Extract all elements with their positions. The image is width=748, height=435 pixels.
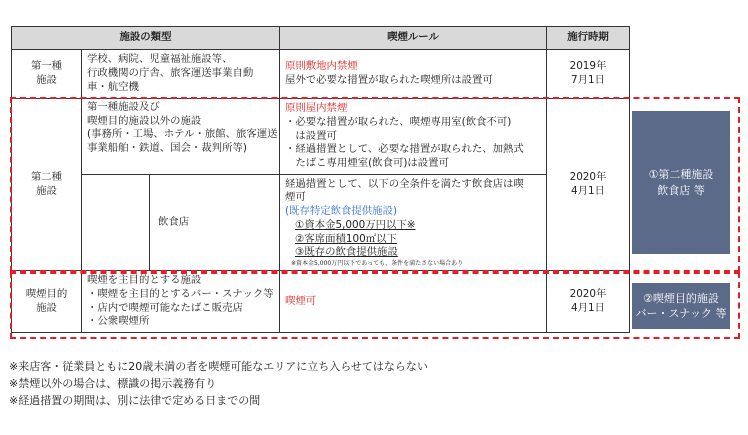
type1-label: 第一種 施設 [12,50,82,99]
row-smoking-purpose [12,271,630,333]
restaurant-category-box: ①第二種施設 飲食店 等 [632,111,730,254]
footnotes [9,358,428,409]
smoking-date: 2020年 4月1日 [547,271,630,333]
row-type2 [12,99,630,175]
footnote-3: ※経過措置の期間は、別に法律で定める日までの間 [9,394,261,408]
header-effective-date: 施行時期 [547,27,630,50]
type2-blank-cell [82,175,150,271]
type1-facilities: 学校、病院、児童福祉施設等、 行政機関の庁舎、旅客運送事業自動 車・航空機 [82,50,280,99]
smoking-label: 喫煙目的 施設 [12,271,82,333]
footnote-1: ※来店客・従業員ともに20歳未満の者を喫煙可能なエリアに立ち入らせてはならない [9,360,428,373]
footnote-2: ※禁煙以外の場合は、標識の掲示義務有り [9,377,217,391]
restaurant-rule: 経過措置として、以下の全条件を満たす飲食店は喫 煙可 (既存特定飲食提供施設) ①資本金5,000万円以下※ ②客席面積100㎡以下 ③既存の飲食提供施設 ※資本金5,000万円以下であっても、条件を満たさない場合あり [280,175,547,271]
smoking-bar-category-box: ②喫煙目的施設 バー・スナック 等 [632,283,730,329]
type2-label: 第二種 施設 [12,99,82,271]
type2-rule-title: 原則屋内禁煙 [285,102,348,115]
existing-facility-note: (既存特定飲食提供施設) [285,205,398,218]
type2-facilities: 第一種施設及び 喫煙目的施設以外の施設 (事務所・工場、ホテル・旅館、旅客運送 事業船舶・鉄道、国会・裁判所等) [82,99,280,175]
smoking-facilities: 喫煙を主目的とする施設 ・喫煙を主目的とするバー・スナック等 ・店内で喫煙可能なたばこ販売店 ・公衆喫煙所 [82,271,280,333]
type2-rule: 原則屋内禁煙 ・必要な措置が取られた、喫煙専用室(飲食不可) は設置可 ・経過措置として、必要な措置が取られた、加熱式 たばこ専用煙室(飲食可)は設置可 [280,99,547,175]
type1-date: 2019年 7月1日 [547,50,630,99]
condition-list: ①資本金5,000万円以下※ ②客席面積100㎡以下 ③既存の飲食提供施設 [295,218,416,259]
smoking-rule-title: 喫煙可 [280,271,547,333]
header-facility-type: 施設の類型 [12,27,280,50]
type1-rule-title: 原則敷地内禁煙 [285,60,358,73]
smoking-rules-table [11,26,630,333]
type1-rule: 原則敷地内禁煙 屋外で必要な措置が取られた喫煙所は設置可 [280,50,547,99]
header-smoking-rule: 喫煙ルール [280,27,547,50]
restaurant-label: 飲食店 [150,175,280,271]
type2-date: 2020年 4月1日 [547,99,630,271]
row-type2-restaurant [12,175,630,271]
row-type1 [12,50,630,99]
condition-footnote: ※資本金5,000万円以下であっても、条件を満たさない場合あり [291,260,464,268]
